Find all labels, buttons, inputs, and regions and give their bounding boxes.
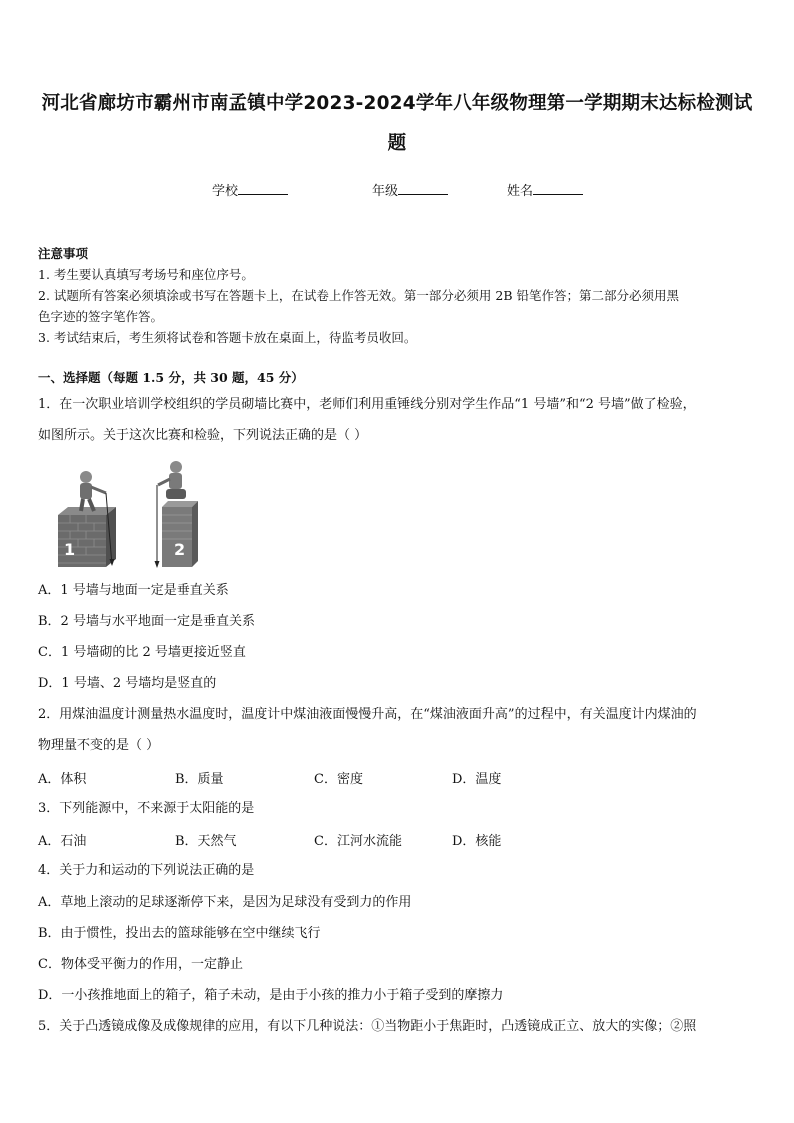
question-3-options xyxy=(38,830,738,850)
question-2-stem xyxy=(38,699,760,761)
question-3-option-b[interactable]: B．天然气 xyxy=(175,834,237,849)
notice-item: 色字迹的签字笔作答。 xyxy=(38,309,164,324)
question-3-stem: 3．下列能源中，不来源于太阳能的是 xyxy=(38,801,255,816)
notice-heading: 注意事项 xyxy=(38,246,89,261)
question-1-option-d[interactable]: D．1 号墙、2 号墙均是竖直的 xyxy=(38,676,217,691)
title-line-1: 河北省廊坊市霸州市南孟镇中学2023-2024学年八年级物理第一学期期末达标检测试 xyxy=(41,93,753,114)
name-label: 姓名 xyxy=(507,184,534,199)
question-3-option-a[interactable]: A．石油 xyxy=(38,834,87,849)
question-4-stem: 4．关于力和运动的下列说法正确的是 xyxy=(38,863,255,878)
grade-blank[interactable] xyxy=(398,182,448,195)
school-blank[interactable] xyxy=(238,182,288,195)
question-1-option-a[interactable]: A．1 号墙与地面一定是垂直关系 xyxy=(38,583,229,598)
question-1-stem xyxy=(38,389,760,451)
question-2-option-b[interactable]: B．质量 xyxy=(175,772,224,787)
notice-item: 2. 试题所有答案必须填涂或书写在答题卡上，在试卷上作答无效。第一部分必须用 2B 铅笔作答；第二部分必须用黑 xyxy=(38,288,679,303)
question-1-line-1: 1．在一次职业培训学校组织的学员砌墙比赛中，老师们利用重锤线分别对学生作品“1 号墙”和“2 号墙”做了检验， xyxy=(38,397,696,412)
section-heading: 一、选择题（每题 1.5 分，共 30 题，45 分） xyxy=(38,370,304,385)
title-line-2: 题 xyxy=(387,133,407,154)
question-4-option-b[interactable]: B．由于惯性，投出去的篮球能够在空中继续飞行 xyxy=(38,926,321,941)
name-blank[interactable] xyxy=(533,182,583,195)
question-4-option-a[interactable]: A．草地上滚动的足球逐渐停下来，是因为足球没有受到力的作用 xyxy=(38,895,412,910)
question-3-option-c[interactable]: C．江河水流能 xyxy=(314,834,402,849)
exam-title xyxy=(30,84,764,164)
grade-field[interactable] xyxy=(372,180,448,199)
school-field[interactable] xyxy=(212,180,288,199)
name-field[interactable] xyxy=(507,180,583,199)
question-1-option-c[interactable]: C．1 号墙砌的比 2 号墙更接近竖直 xyxy=(38,645,246,660)
question-2-option-c[interactable]: C．密度 xyxy=(314,772,363,787)
question-2-line-1: 2．用煤油温度计测量热水温度时，温度计中煤油液面慢慢升高，在“煤油液面升高”的过程中，有关温度计内煤油的 xyxy=(38,707,697,722)
student-info-fields xyxy=(0,180,794,200)
question-4-option-d[interactable]: D．一小孩推地面上的箱子，箱子未动，是由于小孩的推力小于箱子受到的摩擦力 xyxy=(38,988,504,1003)
question-3-option-d[interactable]: D．核能 xyxy=(452,834,502,849)
grade-label: 年级 xyxy=(372,184,399,199)
wall-2-label: 2 xyxy=(174,540,186,559)
school-label: 学校 xyxy=(212,184,239,199)
question-2-option-d[interactable]: D．温度 xyxy=(452,772,502,787)
question-1-line-2: 如图所示。关于这次比赛和检验，下列说法正确的是（ ） xyxy=(38,428,368,443)
question-2-line-2: 物理量不变的是（ ） xyxy=(38,738,160,753)
notice-item: 3. 考试结束后，考生须将试卷和答题卡放在桌面上，待监考员收回。 xyxy=(38,330,417,345)
notice-section xyxy=(38,243,762,348)
question-2-option-a[interactable]: A．体积 xyxy=(38,772,87,787)
question-4-option-c[interactable]: C．物体受平衡力的作用，一定静止 xyxy=(38,957,243,972)
plumb-line-figure xyxy=(50,455,210,570)
wall-1-label: 1 xyxy=(64,540,76,559)
question-1-option-b[interactable]: B．2 号墙与水平地面一定是垂直关系 xyxy=(38,614,255,629)
notice-item: 1. 考生要认真填写考场号和座位序号。 xyxy=(38,267,254,282)
question-2-options xyxy=(38,768,738,788)
question-5-stem: 5．关于凸透镜成像及成像规律的应用，有以下几种说法：①当物距小于焦距时，凸透镜成正立、放大的实像；②照 xyxy=(38,1019,697,1034)
